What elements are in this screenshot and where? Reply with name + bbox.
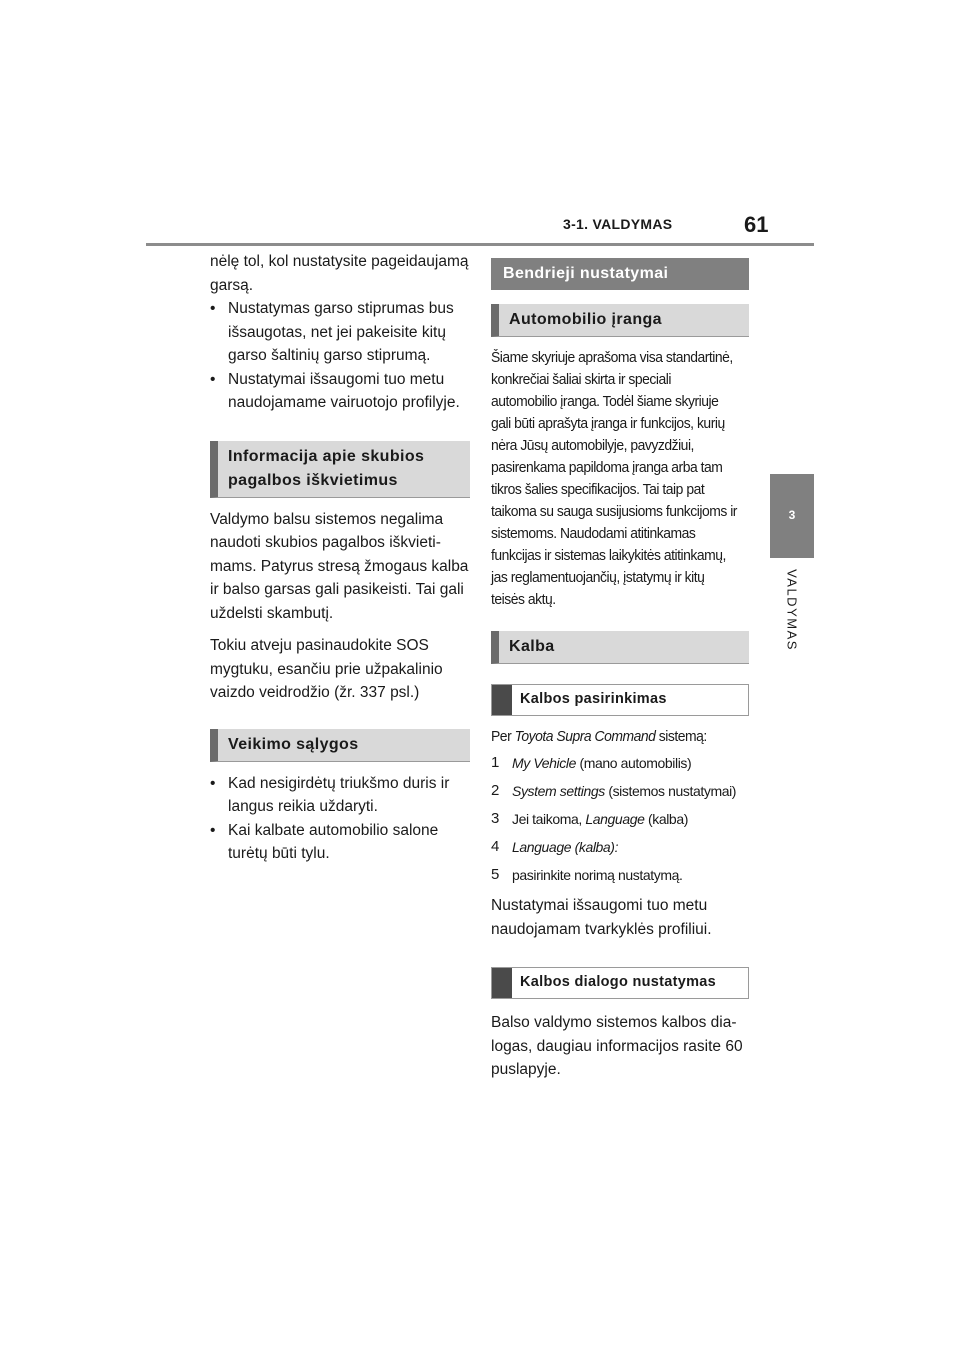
bullet-icon: • — [210, 300, 216, 317]
per-suffix: sistemą: — [655, 729, 707, 745]
header-rule — [146, 243, 814, 246]
step-number: 2 — [491, 782, 500, 799]
heading-language: Kalba — [491, 631, 749, 664]
section-title: 3-1. VALDYMAS — [563, 216, 673, 232]
list-item — [210, 297, 470, 368]
step-number: 3 — [491, 810, 500, 827]
menu-path-italic: Toyota Supra Command — [514, 729, 656, 745]
subheading-dialog-settings — [491, 967, 749, 999]
list-item — [210, 772, 470, 819]
equipment-paragraph: Šiame skyriuje aprašoma visa standartinė, konkrečiai šaliai skirta ir speciali automobilio įranga. Todėl šiame skyriuje gali būti aprašyta įranga ir funkcijos, kurių nėra Jūsų automobilyje, pavyzdžiui, pasirenkama papildoma įranga arba tam tikros šalies specifikacijos. Tai taip pat taikoma su sauga susijusioms funkcijoms ir sistemoms. Naudodami atitinkamas funkcijas ir sistemas laikykitės atitinkamų, jas reglamentuojančių, įstatymų ir kitų teisės aktų. — [491, 350, 737, 608]
chapter-tab[interactable] — [770, 474, 814, 558]
subheading-marker — [492, 685, 512, 715]
step-item — [491, 808, 749, 830]
heading-operating-conditions: Veikimo sąlygos — [210, 729, 470, 762]
step-menu-item: System settings — [512, 783, 605, 799]
intro-text: nėlę tol, kol nustatysite pageidaujamą garsą. — [210, 253, 469, 294]
step-number: 4 — [491, 838, 500, 855]
saved-profile-paragraph: Nustatymai išsaugomi tuo metu naudojamam tvarkyklės profiliui. — [491, 897, 712, 938]
step-item — [491, 836, 749, 858]
step-text: (mano automobilis) — [575, 755, 692, 771]
step-menu-item: Language (kalba): — [512, 839, 619, 855]
step-number: 1 — [491, 754, 500, 771]
left-column — [210, 250, 470, 866]
chapter-number: 3 — [788, 508, 796, 522]
per-prefix: Per — [491, 729, 515, 745]
dialog-paragraph: Balso valdymo sistemos kalbos dialogas, daugiau informacijos rasite 60 puslapyje. — [491, 1014, 743, 1078]
step-menu-item: Language — [585, 811, 645, 827]
step-number: 5 — [491, 866, 500, 883]
step-item — [491, 780, 749, 802]
step-menu-item: My Vehicle — [512, 755, 576, 771]
subheading-language-selection — [491, 684, 749, 716]
step-pretext: Jei taikoma, — [512, 811, 586, 827]
list-item-text: Kai kalbate automobilio salone turėtų būti tylu. — [228, 821, 439, 862]
heading-emergency-info: Informacija apie skubios pagalbos iškvietimus — [210, 441, 470, 498]
step-text: (sistemos nustatymai) — [604, 783, 737, 799]
per-line — [491, 726, 739, 748]
list-item-text: Nustatymas garso stiprumas bus išsaugotas, net jei pakeisite kitų garso šaltinių garso stiprumą. — [228, 300, 454, 364]
step-text: (kalba) — [644, 811, 688, 827]
bullet-icon: • — [210, 370, 216, 388]
subheading-text: Kalbos pasirinkimas — [520, 691, 667, 707]
subheading-text: Kalbos dialogo nustatymas — [520, 974, 717, 990]
list-item-text: Kad nesigirdėtų triukšmo duris ir langus reikia uždaryti. — [228, 774, 450, 815]
heading-vehicle-equipment: Automobilio įranga — [491, 304, 749, 337]
page-number: 61 — [744, 212, 769, 237]
bullet-icon: • — [210, 774, 216, 792]
step-text: pasirinkite norimą nustatymą. — [512, 867, 683, 883]
emergency-paragraph: Valdymo balsu sistemos negalima naudoti skubios pagalbos iškvietimams. Patyrus stresą žmogaus kalba ir balso garsas gali pasikeisti. Tai gali uždelsti skambutį. — [210, 510, 469, 622]
step-item — [491, 864, 749, 886]
chapter-label: VALDYMAS — [784, 569, 800, 651]
subheading-marker — [492, 968, 512, 998]
list-item — [210, 819, 470, 866]
list-item — [210, 368, 470, 415]
list-item-text: Nustatymai išsaugomi tuo metu naudojamame vairuotojo profilyje. — [228, 370, 460, 411]
heading-general-settings: Bendrieji nustatymai — [491, 258, 749, 290]
sos-paragraph: Tokiu atveju pasinaudokite SOS mygtuku, esančiu prie užpakalinio vaizdo veidrodžio (žr. 337 psl.) — [210, 637, 443, 701]
step-item — [491, 752, 749, 774]
bullet-icon: • — [210, 821, 216, 839]
right-column — [491, 250, 749, 1082]
